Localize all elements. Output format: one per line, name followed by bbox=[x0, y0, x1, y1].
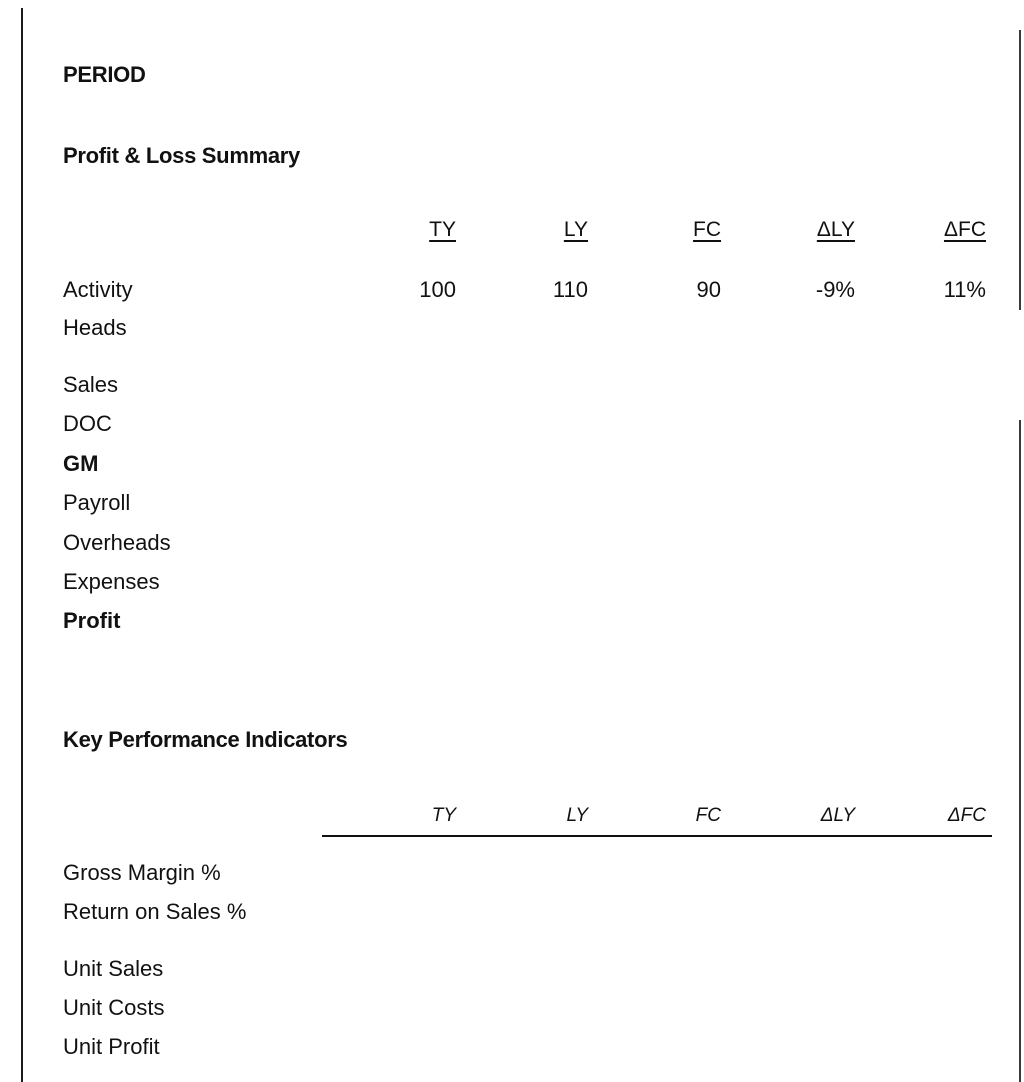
kpi-title: Key Performance Indicators bbox=[63, 727, 348, 752]
pl-row-payroll: Payroll bbox=[63, 490, 131, 515]
page-right-border bbox=[1019, 30, 1021, 310]
kpi-row-return-on-sales: Return on Sales % bbox=[63, 899, 247, 924]
kpi-col-ly: LY bbox=[566, 805, 588, 826]
kpi-row-gross-margin: Gross Margin % bbox=[63, 860, 221, 885]
pl-row-overheads: Overheads bbox=[63, 530, 171, 555]
pl-row-gm: GM bbox=[63, 451, 99, 476]
activity-ty-value: 100 bbox=[419, 277, 456, 302]
pl-row-expenses: Expenses bbox=[63, 569, 160, 594]
activity-delta-ly-value: -9% bbox=[815, 277, 855, 302]
pl-row-activity: Activity bbox=[63, 277, 133, 302]
kpi-col-delta-ly: ΔLY bbox=[820, 805, 855, 826]
pl-row-doc: DOC bbox=[63, 411, 112, 436]
page-left-border bbox=[21, 8, 23, 1082]
kpi-col-delta-fc: ΔFC bbox=[947, 805, 986, 826]
pl-col-ty: TY bbox=[429, 218, 456, 241]
activity-ly-value: 110 bbox=[552, 277, 588, 302]
pl-row-heads: Heads bbox=[63, 315, 127, 340]
pl-col-ly: LY bbox=[563, 218, 588, 241]
kpi-col-fc: FC bbox=[695, 805, 721, 826]
pl-row-profit: Profit bbox=[63, 608, 121, 633]
kpi-row-unit-costs: Unit Costs bbox=[63, 995, 165, 1020]
activity-fc-value: 90 bbox=[696, 277, 721, 302]
kpi-col-ty: TY bbox=[431, 805, 456, 826]
kpi-header-rule bbox=[322, 835, 992, 837]
pl-col-delta-ly: ΔLY bbox=[816, 218, 855, 241]
activity-delta-fc-value: 11% bbox=[943, 277, 986, 302]
page-right-border-lower bbox=[1019, 420, 1021, 1082]
pl-summary-title: Profit & Loss Summary bbox=[63, 143, 300, 168]
kpi-row-unit-sales: Unit Sales bbox=[63, 956, 164, 981]
kpi-row-unit-profit: Unit Profit bbox=[63, 1034, 160, 1059]
pl-row-sales: Sales bbox=[63, 372, 119, 397]
pl-col-delta-fc: ΔFC bbox=[943, 218, 986, 241]
pl-col-fc: FC bbox=[693, 218, 721, 241]
period-heading: PERIOD bbox=[63, 62, 146, 87]
